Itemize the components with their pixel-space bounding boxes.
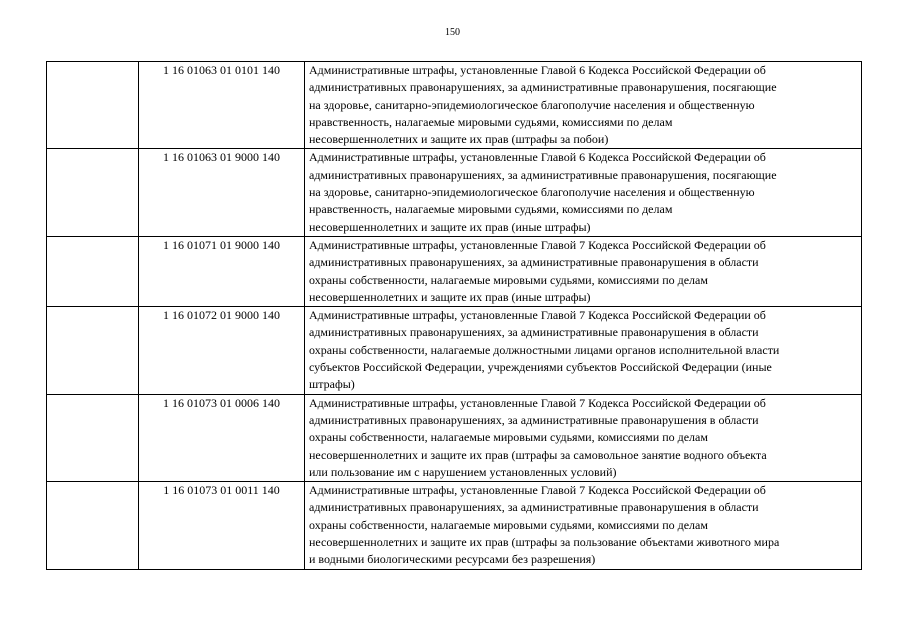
description-line: и водными биологическими ресурсами без разрешения) [309, 552, 596, 567]
description-cell [305, 482, 862, 569]
description-line: несовершеннолетних и защите их прав (штрафы за пользование объектами животного мира [309, 535, 780, 550]
description-line: административных правонарушениях, за административные правонарушения, посягающие [309, 167, 777, 182]
page-number: 150 [445, 27, 460, 38]
description-cell [305, 394, 862, 481]
description-line: на здоровье, санитарно-эпидемиологическое благополучие населения и общественную [309, 97, 755, 112]
description-line: несовершеннолетних и защите их прав (штрафы за побои) [309, 132, 609, 147]
description-line: административных правонарушениях, за административные правонарушения в области [309, 325, 759, 340]
description-line: административных правонарушениях, за административные правонарушения в области [309, 500, 759, 515]
table-row [47, 62, 862, 149]
description-line: административных правонарушениях, за административные правонарушения, посягающие [309, 80, 777, 95]
description-line: несовершеннолетних и защите их прав (иные штрафы) [309, 219, 591, 234]
description-line: охраны собственности, налагаемые мировыми судьями, комиссиями по делам [309, 430, 708, 445]
description-cell [305, 62, 862, 149]
description-line: несовершеннолетних и защите их прав (штрафы за самовольное занятие водного объекта [309, 447, 767, 462]
table-row [47, 394, 862, 481]
description-line: нравственность, налагаемые мировыми судьями, комиссиями по делам [309, 202, 673, 217]
description-line: охраны собственности, налагаемые мировыми судьями, комиссиями по делам [309, 517, 708, 532]
budget-code-cell: 1 16 01063 01 0101 140 [139, 62, 305, 149]
budget-code-cell: 1 16 01063 01 9000 140 [139, 149, 305, 236]
admin-code-cell [47, 394, 139, 481]
budget-code-cell: 1 16 01071 01 9000 140 [139, 236, 305, 306]
admin-code-cell [47, 62, 139, 149]
budget-code-cell: 1 16 01073 01 0006 140 [139, 394, 305, 481]
table-row [47, 236, 862, 306]
description-line: на здоровье, санитарно-эпидемиологическое благополучие населения и общественную [309, 185, 755, 200]
description-cell [305, 307, 862, 394]
admin-code-cell [47, 149, 139, 236]
description-line: несовершеннолетних и защите их прав (иные штрафы) [309, 289, 591, 304]
budget-code-cell: 1 16 01073 01 0011 140 [139, 482, 305, 569]
description-line: Административные штрафы, установленные Главой 7 Кодекса Российской Федерации об [309, 483, 766, 498]
description-line: или пользование им с нарушением установленных условий) [309, 464, 617, 479]
table-body [47, 62, 862, 570]
description-line: штрафы) [309, 377, 355, 392]
description-line: административных правонарушениях, за административные правонарушения в области [309, 255, 759, 270]
admin-code-cell [47, 236, 139, 306]
description-line: нравственность, налагаемые мировыми судьями, комиссиями по делам [309, 114, 673, 129]
table-row [47, 149, 862, 236]
table-row [47, 307, 862, 394]
description-line: Административные штрафы, установленные Главой 7 Кодекса Российской Федерации об [309, 395, 766, 410]
description-line: охраны собственности, налагаемые мировыми судьями, комиссиями по делам [309, 272, 708, 287]
budget-code-cell: 1 16 01072 01 9000 140 [139, 307, 305, 394]
admin-code-cell [47, 482, 139, 569]
description-cell [305, 149, 862, 236]
description-line: Административные штрафы, установленные Главой 6 Кодекса Российской Федерации об [309, 150, 766, 165]
description-line: охраны собственности, налагаемые должностными лицами органов исполнительной власти [309, 342, 780, 357]
description-line: субъектов Российской Федерации, учреждениями субъектов Российской Федерации (иные [309, 360, 772, 375]
description-line: Административные штрафы, установленные Главой 6 Кодекса Российской Федерации об [309, 63, 766, 77]
admin-code-cell [47, 307, 139, 394]
description-line: Административные штрафы, установленные Главой 7 Кодекса Российской Федерации об [309, 237, 766, 252]
description-line: Административные штрафы, установленные Главой 7 Кодекса Российской Федерации об [309, 308, 766, 323]
table-row [47, 482, 862, 569]
description-line: административных правонарушениях, за административные правонарушения в области [309, 412, 759, 427]
revenue-codes-table [46, 61, 862, 570]
description-cell [305, 236, 862, 306]
